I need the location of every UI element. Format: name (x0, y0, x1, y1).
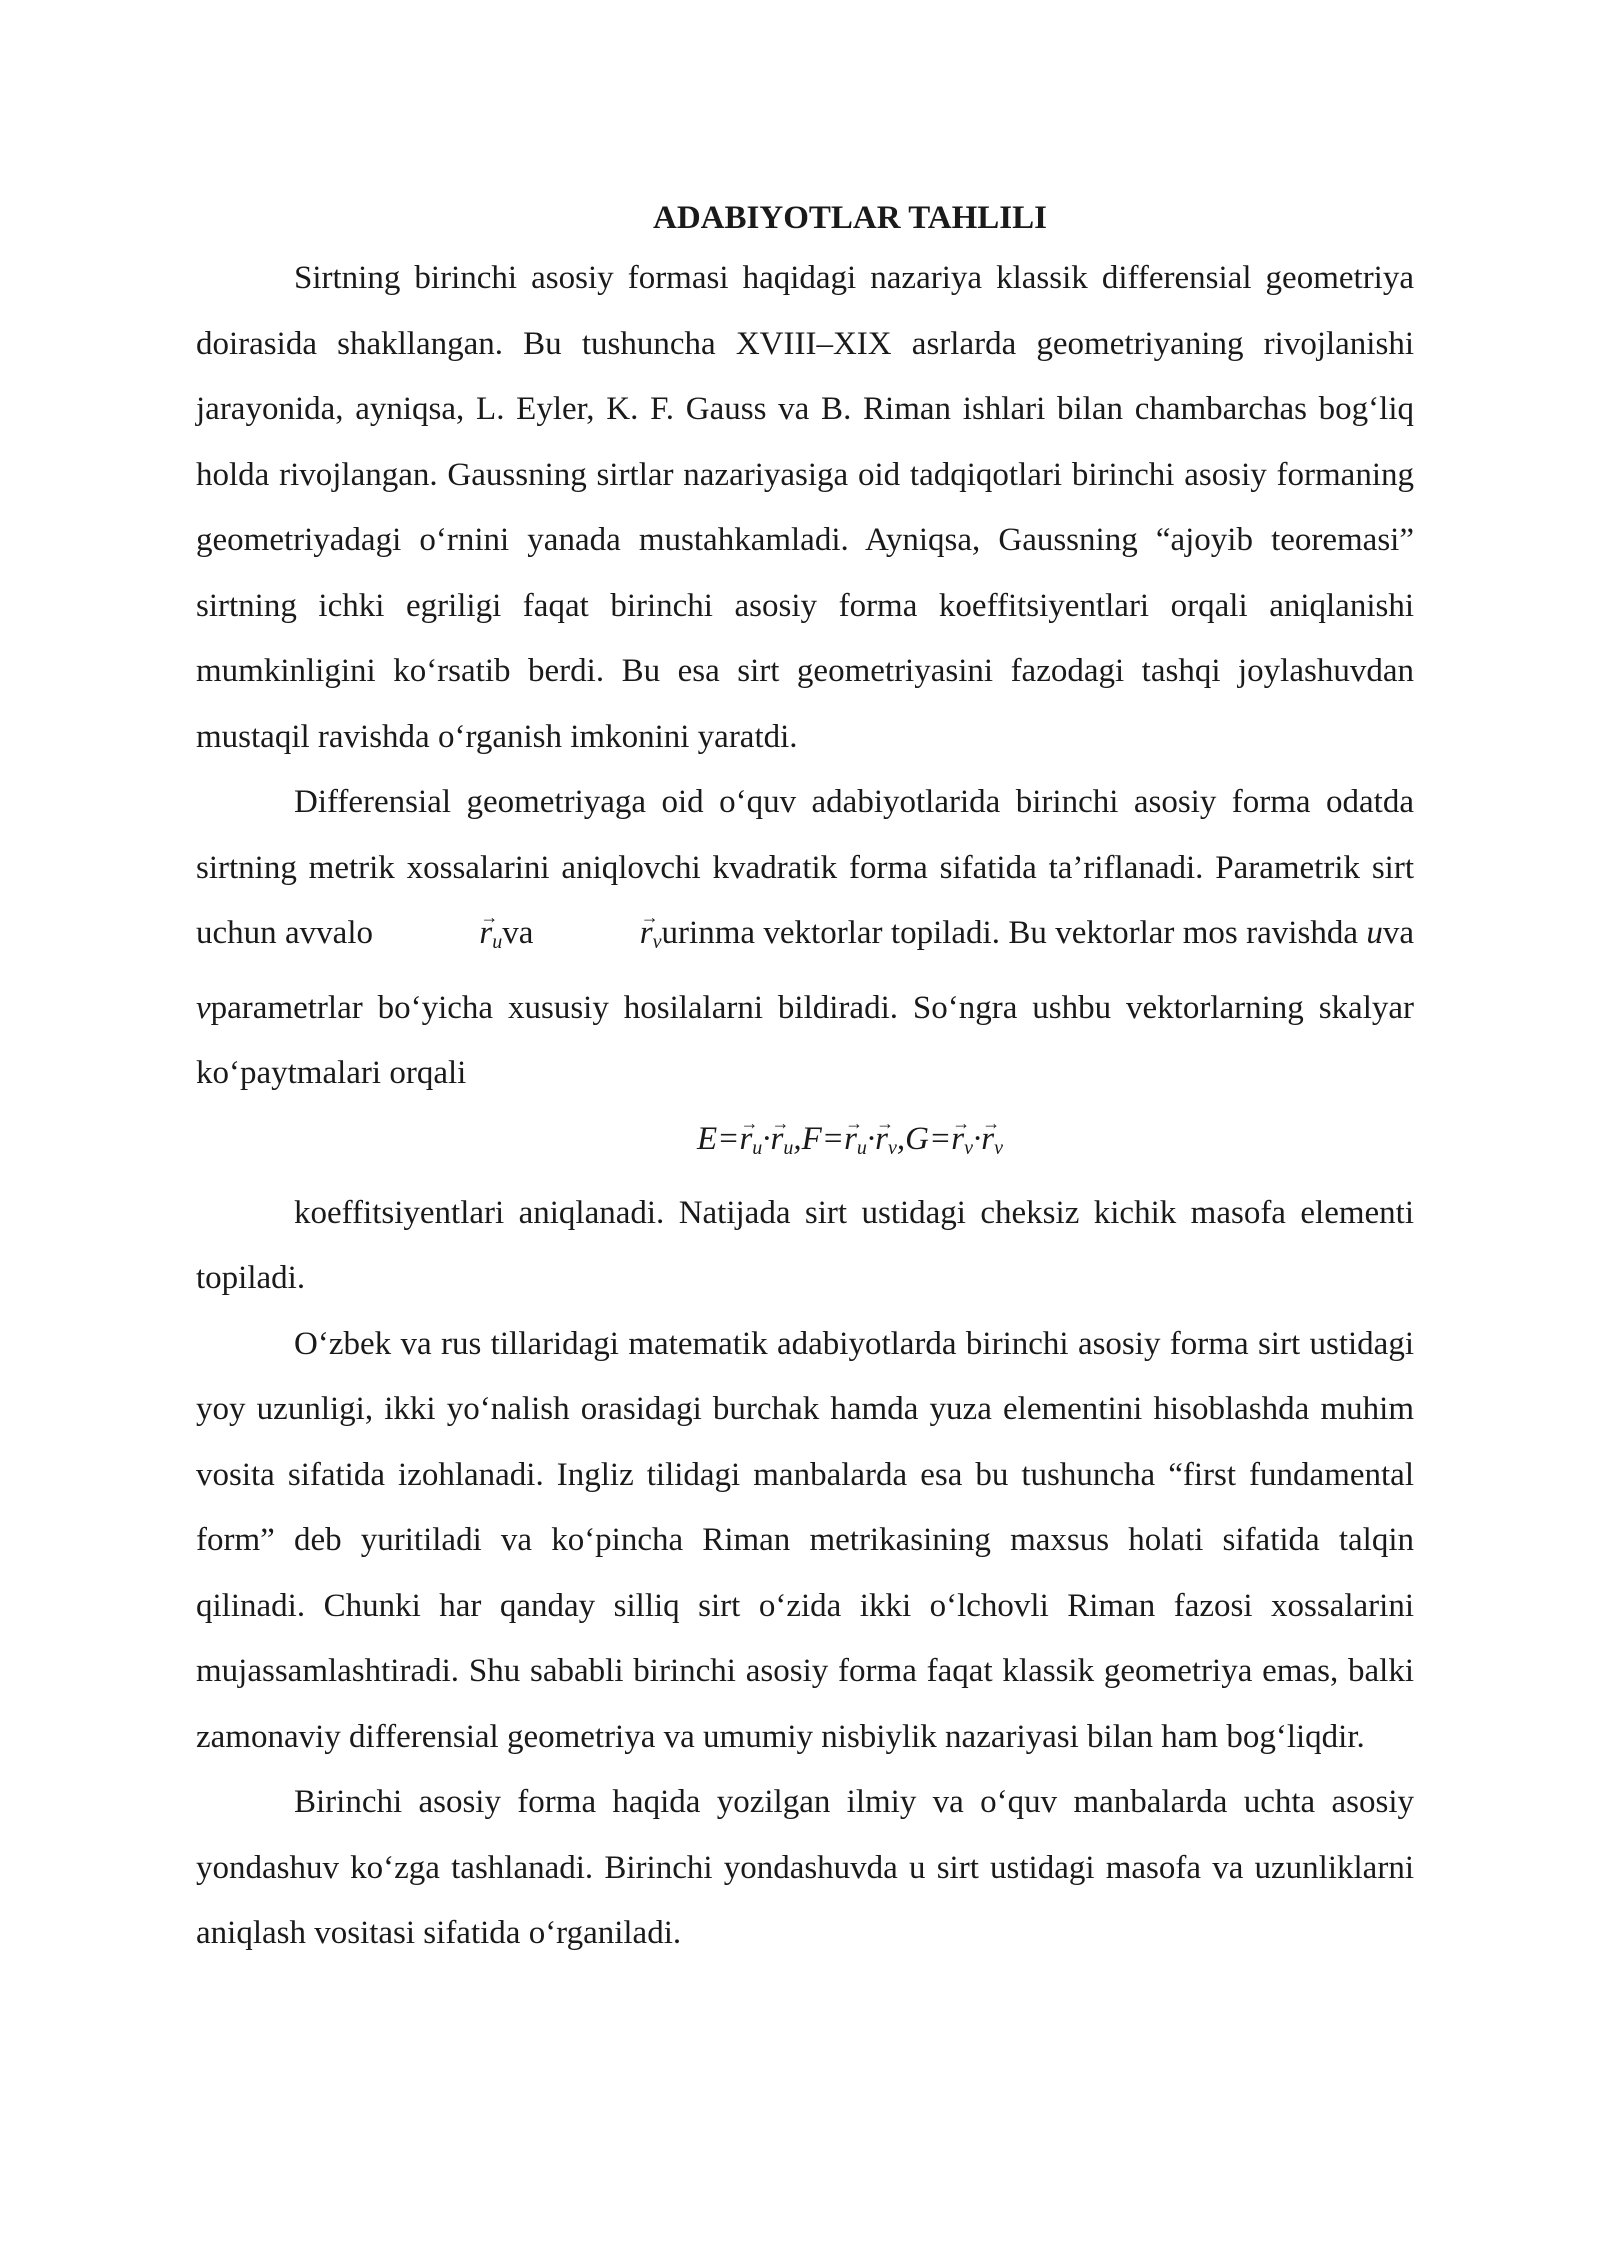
vector-r: → r (981, 1107, 994, 1172)
vector-r: → r (542, 901, 653, 967)
subscript-u: u (783, 1136, 794, 1159)
formula-f: ,F= (793, 1120, 845, 1157)
dot-operator: · (973, 1120, 982, 1157)
subscript-u: u (752, 1136, 763, 1159)
paragraph-2 (196, 770, 1414, 1107)
conjunction-va: va (502, 915, 542, 951)
paragraph-5: Birinchi asosiy forma haqida yozilgan ilmiy va o‘quv manbalarda uchta asosiy yondashuv ko‘zga tashlanadi. Birinchi yondashuvda u sirt ustidagi masofa va uzunliklarni aniqlash vositasi sifatida o‘rganiladi. (196, 1784, 1414, 1951)
subscript-v: v (888, 1136, 897, 1159)
paragraph-2-text-b: urinma vektorlar topiladi. Bu vektorlar mos ravishda (661, 915, 1367, 951)
paragraph-2-text-c: parametrlar bo‘yicha xususiy hosilalarni bildiradi. So‘ngra ushbu vektorlarning skalyar ko‘paytmalari orqali (196, 989, 1414, 1091)
subscript-u: u (492, 931, 503, 953)
paragraph-2-text-a: Differensial geometriyaga oid o‘quv adabiyotlarida birinchi asosiy forma odatda sirtning metrik xossalarini aniqlovchi kvadratik forma sifatida ta’riflanadi. Parametrik sirt uchun avvalo (196, 784, 1414, 951)
vector-r: → r (875, 1107, 888, 1172)
dot-operator: · (866, 1120, 876, 1157)
subscript-v: v (964, 1136, 973, 1159)
variable-v: v (196, 989, 211, 1026)
coefficients-formula (196, 1107, 1414, 1181)
vector-r: → r (381, 901, 492, 967)
vector-r: → r (771, 1107, 784, 1172)
paragraph-1: Sirtning birinchi asosiy formasi haqidagi nazariya klassik differensial geometriya doirasida shakllangan. Bu tushuncha XVIII–XIX asrlarda geometriyaning rivojlanishi jarayonida, ayniqsa, L. Eyler, K. F. Gauss va B. Riman ishlari bilan chambarchas bog‘liq holda rivojlangan. Gaussning sirtlar nazariyasiga oid tadqiqotlari birinchi asosiy formaning geometriyadagi o‘rnini yanada mustahkamladi. Ayniqsa, Gaussning “ajoyib teoremasi” sirtning ichki egriligi faqat birinchi asosiy forma koeffitsiyentlari orqali aniqlanishi mumkinligini ko‘rsatib berdi. Bu esa sirt geometriyasini fazodagi tashqi joylashuvdan mustaqil ravishda o‘rganish imkonini yaratdi. (196, 260, 1414, 755)
paragraph-3: koeffitsiyentlari aniqlanadi. Natijada sirt ustidagi cheksiz kichik masofa elementi topiladi. (196, 1194, 1414, 1296)
subscript-v: v (994, 1136, 1003, 1159)
dot-operator: · (762, 1120, 771, 1157)
vector-r: → r (739, 1107, 752, 1172)
conjunction-va: va (1382, 915, 1415, 951)
vector-r: → r (951, 1107, 964, 1172)
formula-e: E= (697, 1120, 740, 1157)
paragraph-4: O‘zbek va rus tillaridagi matematik adabiyotlarda birinchi asosiy forma sirt ustidagi yoy uzunligi, ikki yo‘nalish orasidagi burchak hamda yuza elementini hisoblashda muhim vosita sifatida izohlanadi. Ingliz tilidagi manbalarda esa bu tushuncha “first fundamental form” deb yuritiladi va ko‘pincha Riman metrikasining maxsus holati sifatida talqin qilinadi. Chunki har qanday silliq sirt o‘zida ikki o‘lchovli Riman fazosi xossalarini mujassamlashtiradi. Shu sababli birinchi asosiy forma faqat klassik geometriya emas, balki zamonaviy differensial geometriya va umumiy nisbiylik nazariyasi bilan ham bog‘liqdir. (196, 1325, 1414, 1755)
vector-r: → r (844, 1107, 857, 1172)
subscript-v: v (652, 931, 662, 953)
document-page (196, 192, 1414, 1967)
section-title: ADABIYOTLAR TAHLILI (653, 200, 1047, 236)
formula-g: ,G= (896, 1120, 952, 1157)
subscript-u: u (856, 1136, 867, 1159)
variable-u: u (1366, 915, 1383, 951)
